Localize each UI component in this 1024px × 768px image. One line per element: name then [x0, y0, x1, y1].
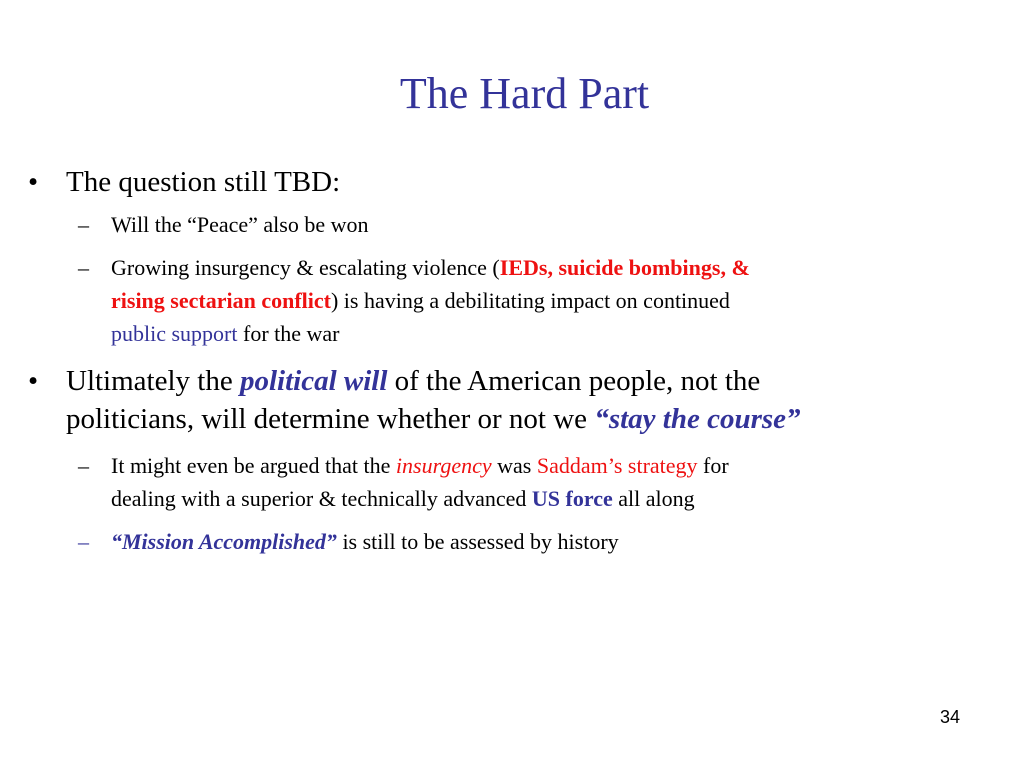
sub-mission-accomplished: [78, 525, 619, 558]
bullet-political-will-line-2: [66, 400, 966, 438]
text-segment: Ultimately the: [66, 365, 240, 397]
sub-saddam-line-2: [111, 482, 971, 515]
us-force-emphasis: US force: [531, 486, 613, 511]
sub-peace: [78, 208, 369, 241]
sub-insurgency-line-2: [111, 284, 971, 317]
sub-insurgency: [78, 251, 971, 350]
text-segment: for: [697, 453, 729, 478]
sub-saddam-strategy: [78, 449, 971, 515]
public-support-emphasis: public support: [111, 321, 238, 346]
bullet-political-will-line-1: [66, 362, 966, 400]
dash-mark: –: [78, 255, 89, 280]
text-segment: It might even be argued that the: [111, 453, 396, 478]
insurgency-emphasis: insurgency: [395, 453, 492, 478]
text-segment: is still to be assessed by history: [336, 529, 619, 554]
page-number: 34: [939, 707, 961, 727]
sub-insurgency-line-1: [111, 251, 971, 284]
sub-peace-text: Will the “Peace” also be won: [111, 212, 369, 237]
dash-mark: –: [78, 212, 89, 237]
text-segment: politicians, will determine whether or not we: [66, 403, 595, 435]
text-segment: ) is having a debilitating impact on continued: [330, 288, 730, 313]
text-segment: of the American people, not the: [387, 365, 761, 397]
bullet-question-text: The question still TBD:: [66, 166, 341, 198]
violence-types-emphasis: IEDs, suicide bombings, &: [499, 255, 750, 280]
saddam-strategy-emphasis: Saddam’s strategy: [536, 453, 698, 478]
text-segment: was: [491, 453, 537, 478]
dash-mark: –: [78, 453, 89, 478]
mission-accomplished-emphasis: “Mission Accomplished”: [111, 529, 337, 554]
bullet-mark: •: [28, 166, 39, 198]
text-segment: all along: [612, 486, 695, 511]
stay-the-course-emphasis: “stay the course”: [594, 403, 801, 435]
bullet-question: [28, 163, 341, 201]
sub-insurgency-line-3: [111, 317, 971, 350]
dash-mark: –: [78, 529, 89, 554]
sub-saddam-line-1: [111, 449, 971, 482]
sectarian-conflict-emphasis: rising sectarian conflict: [111, 288, 331, 313]
bullet-mark: •: [28, 365, 39, 397]
text-segment: dealing with a superior & technically advanced: [111, 486, 532, 511]
text-segment: for the war: [237, 321, 340, 346]
political-will-emphasis: political will: [239, 365, 388, 397]
bullet-political-will: [28, 362, 966, 438]
slide-title: The Hard Part: [399, 69, 650, 118]
text-segment: Growing insurgency & escalating violence (: [111, 255, 500, 280]
